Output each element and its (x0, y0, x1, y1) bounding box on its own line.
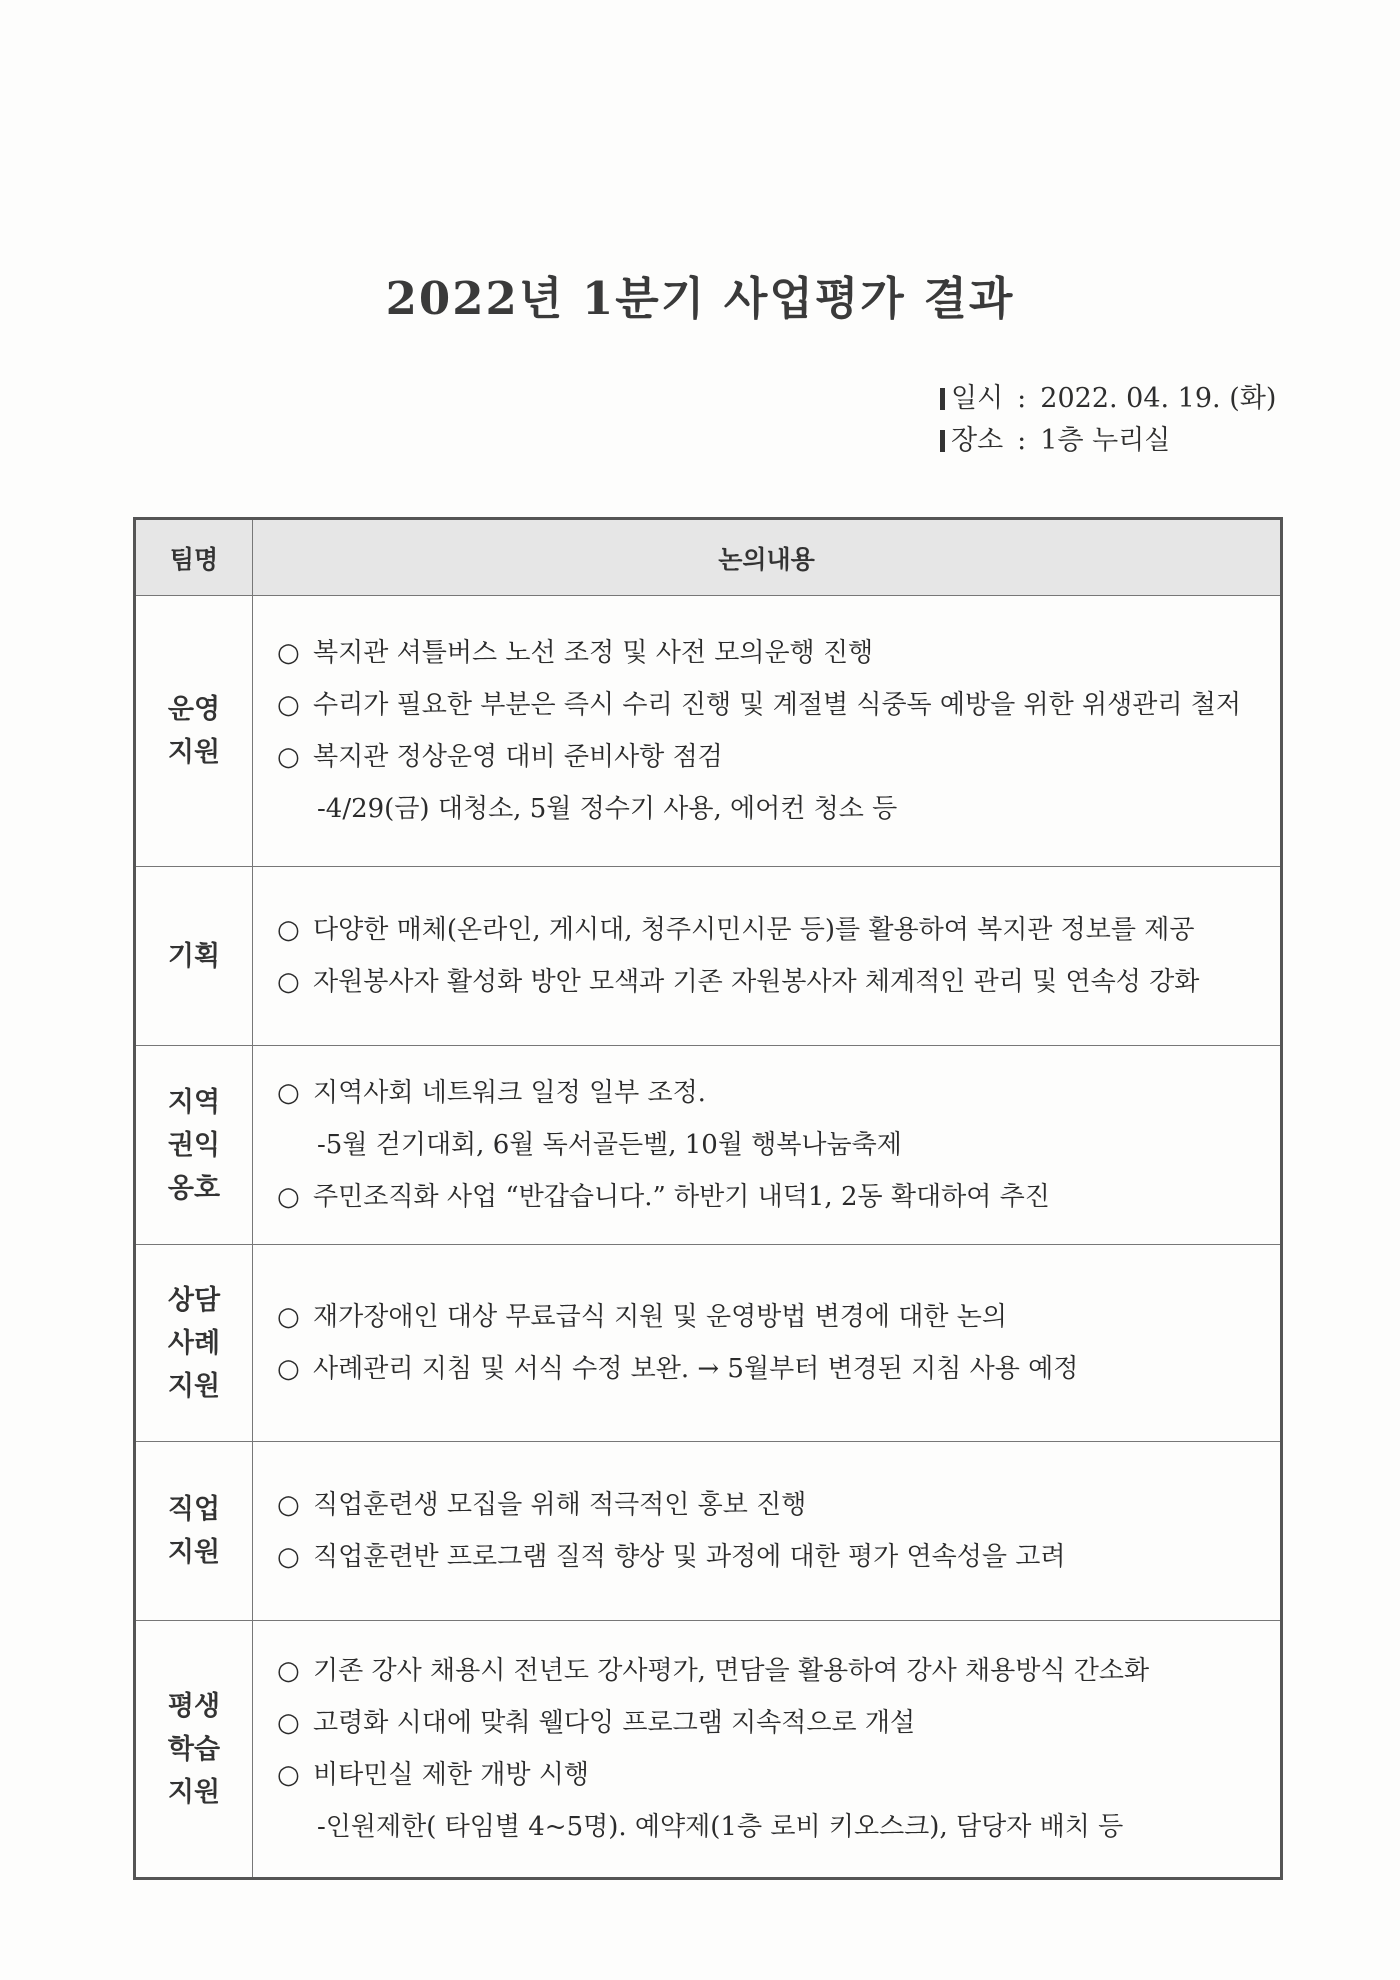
circle-bullet-icon: ○ (277, 1656, 300, 1686)
discussion-item (277, 956, 1260, 1008)
discussion-cell (253, 867, 1282, 1046)
discussion-text: 고령화 시대에 맞춰 웰다잉 프로그램 지속적으로 개설 (313, 1708, 916, 1738)
header-team: 팀명 (135, 519, 253, 596)
discussion-text: 비타민실 제한 개방 시행 (313, 1760, 589, 1790)
document-title: 2022년 1분기 사업평가 결과 (385, 272, 1015, 325)
date-label: 일시 (951, 383, 1004, 414)
discussion-subitem (277, 783, 1260, 835)
discussion-item (277, 1531, 1260, 1583)
discussion-cell (253, 1245, 1282, 1442)
table-row (135, 596, 1282, 867)
discussion-subitem (277, 1801, 1260, 1853)
table-row (135, 1621, 1282, 1879)
circle-bullet-icon: ○ (277, 690, 300, 720)
discussion-item (277, 904, 1260, 956)
circle-bullet-icon: ○ (277, 1078, 300, 1108)
team-name-part: 직업 (167, 1494, 221, 1525)
team-name-part: 지원 (167, 1537, 221, 1568)
discussion-text: 자원봉사자 활성화 방안 모색과 기존 자원봉사자 체계적인 관리 및 연속성 강화 (313, 967, 1200, 997)
evaluation-table (133, 517, 1283, 1880)
discussion-cell (253, 1046, 1282, 1245)
team-name-part: 지역 (167, 1086, 221, 1118)
team-name-cell (135, 1245, 253, 1442)
team-name-part: 학습 (167, 1733, 221, 1765)
discussion-item (277, 1067, 1260, 1119)
discussion-text: 사례관리 지침 및 서식 수정 보완. → 5월부터 변경된 지침 사용 예정 (313, 1354, 1079, 1384)
circle-bullet-icon: ○ (277, 1542, 300, 1572)
circle-bullet-icon: ○ (277, 1182, 300, 1212)
circle-bullet-icon: ○ (277, 1490, 300, 1520)
team-name-cell (135, 1621, 253, 1879)
circle-bullet-icon: ○ (277, 967, 300, 997)
table-row (135, 867, 1282, 1046)
place-row (940, 420, 1276, 462)
discussion-cell (253, 1442, 1282, 1621)
team-name-part: 기획 (167, 940, 221, 972)
discussion-text: 다양한 매체(온라인, 게시대, 청주시민시문 등)를 활용하여 복지관 정보를 제공 (313, 915, 1195, 945)
discussion-text: 복지관 셔틀버스 노선 조정 및 사전 모의운행 진행 (313, 638, 874, 668)
discussion-text: 주민조직화 사업 “반갑습니다.” 하반기 내덕1, 2동 확대하여 추진 (313, 1182, 1050, 1212)
discussion-item (277, 1171, 1260, 1223)
team-name-cell (135, 596, 253, 867)
circle-bullet-icon: ○ (277, 1708, 300, 1738)
circle-bullet-icon: ○ (277, 1760, 300, 1790)
table-header-row (135, 519, 1282, 596)
date-value: 2022. 04. 19. (화) (1040, 383, 1277, 414)
team-name-part: 지원 (167, 1370, 221, 1402)
discussion-item (277, 1291, 1260, 1343)
team-name-part: 사례 (167, 1327, 221, 1359)
discussion-text: 직업훈련생 모집을 위해 적극적인 홍보 진행 (313, 1490, 807, 1520)
discussion-text: 수리가 필요한 부분은 즉시 수리 진행 및 계절별 식중독 예방을 위한 위생관리 철저 (313, 690, 1242, 720)
place-value: 1층 누리실 (1040, 425, 1171, 456)
team-name-cell (135, 1046, 253, 1245)
discussion-text: 직업훈련반 프로그램 질적 향상 및 과정에 대한 평가 연속성을 고려 (313, 1542, 1066, 1572)
table-row (135, 1442, 1282, 1621)
circle-bullet-icon: ○ (277, 915, 300, 945)
table-row (135, 1245, 1282, 1442)
date-row (940, 378, 1276, 420)
colon-separator: : (1017, 425, 1027, 456)
team-name-part: 지원 (167, 1776, 221, 1808)
discussion-text: 재가장애인 대상 무료급식 지원 및 운영방법 변경에 대한 논의 (313, 1302, 1008, 1332)
team-name-part: 평생 (167, 1690, 221, 1722)
table-row (135, 1046, 1282, 1245)
discussion-text: 복지관 정상운영 대비 준비사항 점검 (313, 742, 723, 772)
discussion-item (277, 1697, 1260, 1749)
circle-bullet-icon: ○ (277, 1354, 300, 1384)
discussion-item (277, 627, 1260, 679)
discussion-item (277, 1479, 1260, 1531)
discussion-text: -인원제한( 타임별 4~5명). 예약제(1층 로비 키오스크), 담당자 배치 등 (317, 1812, 1124, 1842)
discussion-text: -5월 걷기대회, 6월 독서골든벨, 10월 행복나눔축제 (317, 1130, 902, 1160)
discussion-item (277, 1645, 1260, 1697)
discussion-cell (253, 596, 1282, 867)
discussion-text: 기존 강사 채용시 전년도 강사평가, 면담을 활용하여 강사 채용방식 간소화 (313, 1656, 1150, 1686)
discussion-text: -4/29(금) 대청소, 5월 정수기 사용, 에어컨 청소 등 (317, 794, 898, 824)
team-name-part: 상담 (167, 1284, 221, 1316)
discussion-item (277, 731, 1260, 783)
team-name-part: 지원 (167, 737, 221, 768)
discussion-cell (253, 1621, 1282, 1879)
team-name-part: 옹호 (167, 1172, 221, 1204)
colon-separator: : (1017, 383, 1027, 414)
discussion-text: 지역사회 네트워크 일정 일부 조정. (313, 1078, 706, 1108)
circle-bullet-icon: ○ (277, 1302, 300, 1332)
meeting-info (940, 378, 1276, 462)
bar-marker (940, 388, 945, 410)
place-label: 장소 (951, 425, 1004, 456)
discussion-item (277, 1343, 1260, 1395)
bar-marker (940, 430, 945, 452)
header-content: 논의내용 (253, 519, 1282, 596)
discussion-item (277, 1749, 1260, 1801)
circle-bullet-icon: ○ (277, 638, 300, 668)
circle-bullet-icon: ○ (277, 742, 300, 772)
team-name-cell (135, 1442, 253, 1621)
team-name-part: 권익 (167, 1129, 221, 1161)
discussion-subitem (277, 1119, 1260, 1171)
team-name-part: 운영 (167, 694, 221, 725)
team-name-cell (135, 867, 253, 1046)
discussion-item (277, 679, 1260, 731)
